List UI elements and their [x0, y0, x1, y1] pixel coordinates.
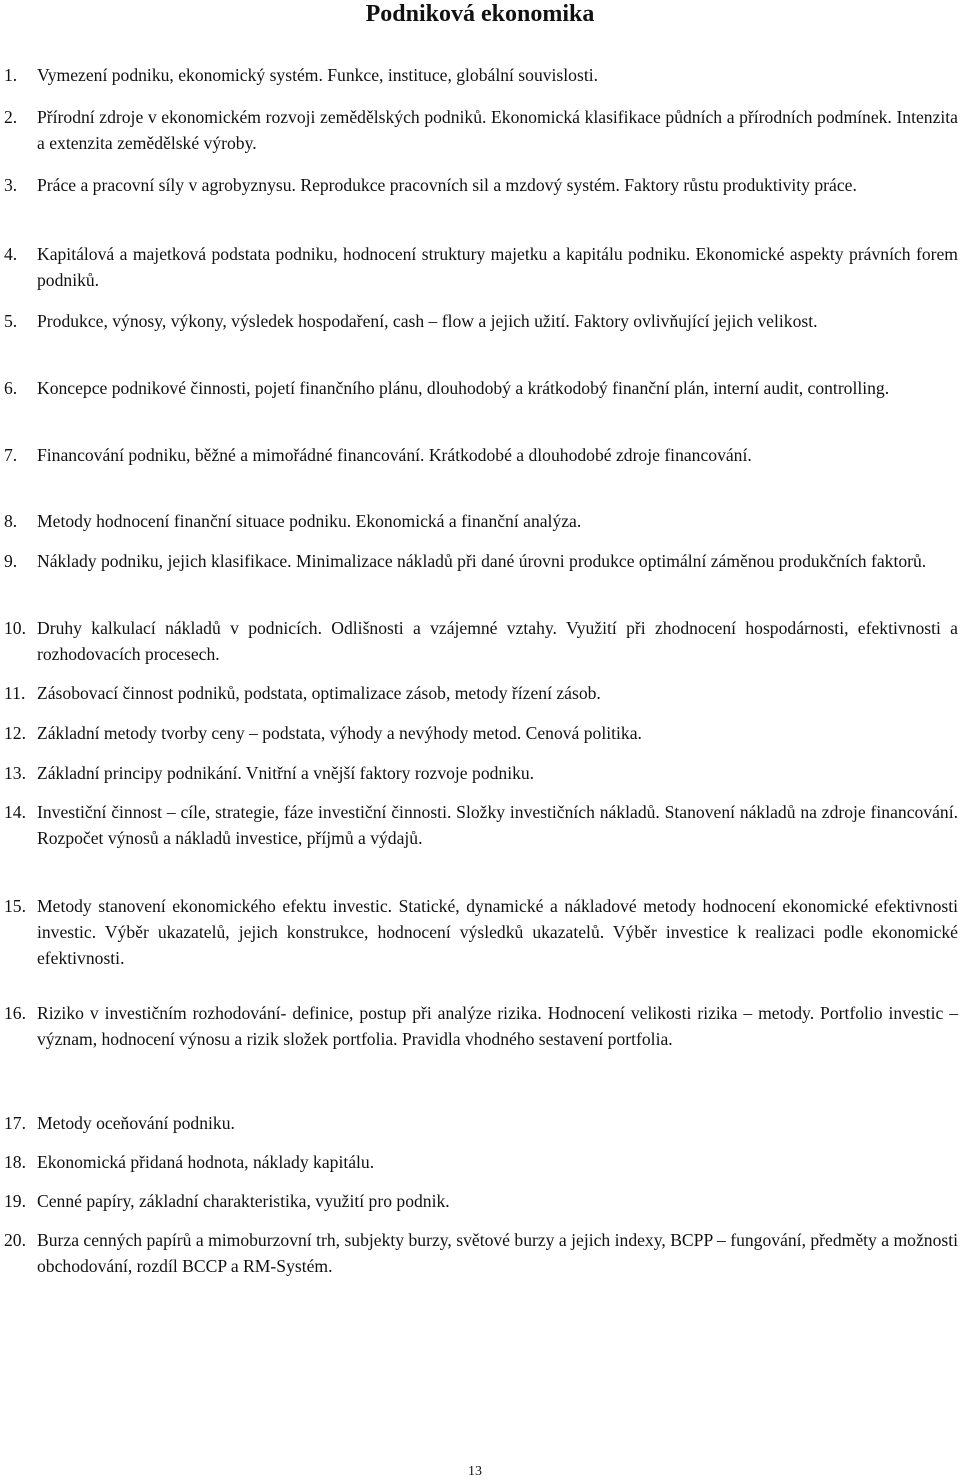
item-number: 8. — [4, 511, 18, 531]
item-text: Základní metody tvorby ceny – podstata, výhody a nevýhody metod. Cenová politika. — [37, 723, 642, 743]
item-number: 17. — [4, 1113, 26, 1133]
list-item — [0, 308, 958, 334]
item-number: 20. — [4, 1230, 26, 1250]
item-number: 13. — [4, 763, 26, 783]
item-number: 12. — [4, 723, 26, 743]
item-text: Investiční činnost – cíle, strategie, fáze investiční činnosti. Složky investičních nákladů. Stanovení nákladů na zdroje financování. Rozpočet výnosů a nákladů investice, příjmů a výdajů. — [37, 802, 958, 848]
item-text: Koncepce podnikové činnosti, pojetí finančního plánu, dlouhodobý a krátkodobý finanční plán, interní audit, controlling. — [37, 378, 890, 398]
item-number: 18. — [4, 1152, 26, 1172]
list-item — [0, 241, 958, 293]
item-text: Burza cenných papírů a mimoburzovní trh, subjekty burzy, světové burzy a jejich indexy, BCPP – fungování, předměty a možnosti obchodování, rozdíl BCCP a RM-Systém. — [37, 1230, 958, 1276]
item-text: Riziko v investičním rozhodování- definice, postup při analýze rizika. Hodnocení velikosti rizika – metody. Portfolio investic – význam, hodnocení výnosu a rizik složek portfolia. Pravidla vhodného sestavení portfolia. — [37, 1003, 958, 1049]
item-text: Ekonomická přidaná hodnota, náklady kapitálu. — [37, 1152, 375, 1172]
item-number: 19. — [4, 1191, 26, 1211]
list-item — [0, 1000, 958, 1052]
list-item — [0, 615, 958, 667]
list-item — [0, 1110, 958, 1136]
item-number: 5. — [4, 311, 18, 331]
list-item — [0, 1188, 958, 1214]
list-item — [0, 1227, 958, 1279]
page-number: 13 — [468, 1464, 482, 1479]
item-number: 9. — [4, 551, 18, 571]
item-text: Kapitálová a majetková podstata podniku, hodnocení struktury majetku a kapitálu podniku. Ekonomické aspekty právních forem podniků. — [37, 244, 958, 290]
list-item — [0, 62, 958, 88]
list-item — [0, 548, 958, 574]
list-item — [0, 1149, 958, 1175]
item-number: 2. — [4, 107, 18, 127]
list-item — [0, 720, 958, 746]
item-number: 1. — [4, 65, 18, 85]
item-number: 7. — [4, 445, 18, 465]
item-text: Druhy kalkulací nákladů v podnicích. Odlišnosti a vzájemné vztahy. Využití při zhodnocení hospodárnosti, efektivnosti a rozhodovacích procesech. — [37, 618, 958, 664]
item-text: Přírodní zdroje v ekonomickém rozvoji zemědělských podniků. Ekonomická klasifikace půdních a přírodních podmínek. Intenzita a extenzita zemědělské výroby. — [37, 107, 958, 153]
item-text: Produkce, výnosy, výkony, výsledek hospodaření, cash – flow a jejich užití. Faktory ovlivňující jejich velikost. — [37, 311, 818, 331]
item-text: Metody hodnocení finanční situace podniku. Ekonomická a finanční analýza. — [37, 511, 582, 531]
item-text: Práce a pracovní síly v agrobyznysu. Reprodukce pracovních sil a mzdový systém. Faktory růstu produktivity práce. — [37, 175, 857, 195]
item-number: 15. — [4, 896, 26, 916]
item-number: 14. — [4, 802, 26, 822]
item-text: Metody stanovení ekonomického efektu investic. Statické, dynamické a nákladové metody hodnocení ekonomické efektivnosti investic. Výběr ukazatelů, jejich konstrukce, hodnocení výsledků ukazatelů. Výběr investice k realizaci podle ekonomické efektivnosti. — [37, 896, 958, 968]
item-number: 3. — [4, 175, 18, 195]
item-number: 10. — [4, 618, 26, 638]
item-number: 6. — [4, 378, 18, 398]
list-item — [0, 172, 958, 198]
item-number: 16. — [4, 1003, 26, 1023]
list-item — [0, 760, 958, 786]
item-number: 11. — [4, 683, 26, 703]
item-text: Metody oceňování podniku. — [37, 1113, 235, 1133]
item-text: Cenné papíry, základní charakteristika, využití pro podnik. — [37, 1191, 450, 1211]
list-item — [0, 104, 958, 156]
item-text: Náklady podniku, jejich klasifikace. Minimalizace nákladů při dané úrovni produkce optimální záměnou produkčních faktorů. — [37, 551, 927, 571]
list-item — [0, 508, 958, 534]
document-title: Podniková ekonomika — [365, 1, 595, 27]
list-item — [0, 893, 958, 971]
list-item — [0, 442, 958, 468]
item-text: Základní principy podnikání. Vnitřní a vnější faktory rozvoje podniku. — [37, 763, 535, 783]
item-number: 4. — [4, 244, 18, 264]
list-item — [0, 799, 958, 851]
item-text: Zásobovací činnost podniků, podstata, optimalizace zásob, metody řízení zásob. — [37, 683, 601, 703]
list-item — [0, 680, 958, 706]
item-text: Vymezení podniku, ekonomický systém. Funkce, instituce, globální souvislosti. — [37, 65, 598, 85]
item-text: Financování podniku, běžné a mimořádné financování. Krátkodobé a dlouhodobé zdroje financování. — [37, 445, 752, 465]
list-item — [0, 375, 958, 401]
